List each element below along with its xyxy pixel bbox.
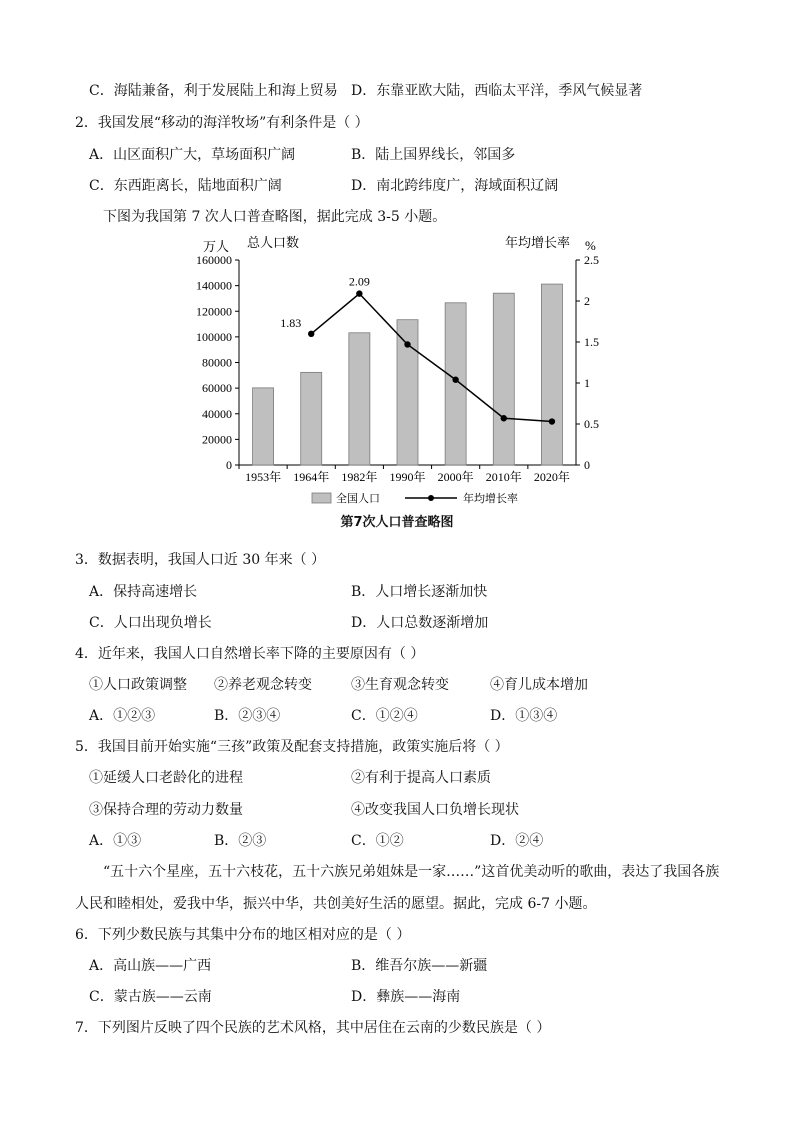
legend-bar-label: 全国人口 [336,492,380,505]
q6-option-b: B．维吾尔族——新疆 [351,958,488,974]
q4-option-c: C．①②④ [351,708,418,724]
q5-option-b: B．②③ [214,833,267,849]
q6-option-c: C．蒙古族——云南 [89,989,212,1005]
q3-option-d: D．人口总数逐渐增加 [351,615,489,631]
legend-line-marker [428,495,434,501]
chart-svg [195,233,605,518]
q4-statement-4: ④育儿成本增加 [490,677,588,693]
x-tick-label: 1982年 [341,470,378,484]
q6-option-a: A．高山族——广西 [89,958,212,974]
q5-statement-1: ①延缓人口老龄化的进程 [89,770,243,786]
q5-statement-3: ③保持合理的劳动力数量 [89,802,243,818]
right-tick-label: 1.5 [584,335,599,349]
q4-option-b: B．②③④ [214,708,281,724]
left-tick-label: 160000 [196,253,232,267]
x-tick-label: 2000年 [437,470,474,484]
q4-option-d: D．①③④ [490,708,558,724]
x-tick-label: 2010年 [485,470,522,484]
intro-6-7-line-2: 人民和睦相处，爱我中华，振兴中华，共创美好生活的愿望。据此，完成 6-7 小题。 [75,896,597,912]
bar-1953年 [253,388,274,465]
intro-6-7-line-1: “五十六个星座，五十六枝花，五十六族兄弟姐妹是一家……”这首优美动听的歌曲，表达了我国各族 [103,864,720,880]
question-3: 3．数据表明，我国人口近 30 年来（ ） [75,552,326,568]
left-tick-label: 20000 [202,432,232,447]
q1-option-d: D．东靠亚欧大陆，西临太平洋，季风气候显著 [351,83,643,99]
left-tick-label: 120000 [196,304,232,319]
right-axis-unit: % [585,238,596,253]
growth-point-1964年 [308,331,314,337]
q2-option-c: C．东西距离长，陆地面积广阔 [89,178,282,194]
growth-point-1982年 [356,290,362,296]
question-6: 6．下列少数民族与其集中分布的地区相对应的是（ ） [75,927,411,943]
q5-option-c: C．①② [351,833,404,849]
q5-statement-2: ②有利于提高人口素质 [351,770,491,786]
q6-option-d: D．彝族——海南 [351,989,461,1005]
q4-statement-2: ②养老观念转变 [214,677,312,693]
x-tick-label: 1964年 [293,470,330,484]
q2-option-d: D．南北跨纬度广，海域面积辽阔 [351,178,559,194]
right-tick-label: 0.5 [584,417,599,431]
q2-option-b: B．陆上国界线长，邻国多 [351,147,516,163]
left-axis-unit: 万人 [203,240,230,255]
legend-bar-swatch [312,493,331,503]
x-tick-label: 1990年 [389,470,426,484]
left-tick-label: 100000 [196,329,232,344]
right-tick-label: 1 [584,376,590,390]
left-tick-label: 80000 [202,355,232,370]
q2-option-a: A．山区面积广大，草场面积广阔 [89,147,296,163]
q3-option-a: A．保持高速增长 [89,584,198,600]
question-2: 2．我国发展“移动的海洋牧场”有利条件是（ ） [75,115,369,131]
population-census-chart [195,233,605,518]
right-tick-label: 2.5 [584,253,599,267]
right-tick-label: 0 [584,458,590,472]
question-4: 4．近年来，我国人口自然增长率下降的主要原因有（ ） [75,646,425,662]
bar-1982年 [349,333,370,465]
q3-option-c: C．人口出现负增长 [89,615,212,631]
q5-option-d: D．②④ [490,833,544,849]
growth-point-2000年 [452,377,458,383]
growth-point-2010年 [501,415,507,421]
bar-2000年 [445,303,466,465]
q5-option-a: A．①③ [89,833,142,849]
growth-rate-line [311,294,552,422]
left-axis-label: 总人口数 [247,236,300,251]
data-label-1982年: 2.09 [348,274,370,289]
q5-statement-4: ④改变我国人口负增长现状 [351,802,519,818]
chart-line [308,290,555,424]
q3-option-b: B．人口增长逐渐加快 [351,584,488,600]
q4-statement-3: ③生育观念转变 [351,677,449,693]
left-tick-label: 0 [226,458,232,472]
q1-option-c: C．海陆兼备，利于发展陆上和海上贸易 [89,83,338,99]
question-5: 5．我国目前开始实施“三孩”政策及配套支持措施，政策实施后将（ ） [75,739,509,755]
x-tick-label: 1953年 [245,470,282,484]
q4-option-a: A．①②③ [89,708,156,724]
data-label-1964年: 1.83 [280,315,302,330]
legend-line-label: 年均增长率 [463,492,518,505]
growth-point-1990年 [404,341,410,347]
left-tick-label: 140000 [196,278,232,293]
bar-2020年 [541,284,562,465]
intro-3-5: 下图为我国第 7 次人口普查略图，据此完成 3-5 小题。 [103,209,447,225]
left-tick-label: 40000 [202,406,232,421]
left-tick-label: 60000 [202,381,232,396]
right-axis-label: 年均增长率 [504,236,570,251]
x-tick-label: 2020年 [533,470,570,484]
growth-point-2020年 [549,418,555,424]
q4-statement-1: ①人口政策调整 [89,677,187,693]
question-7: 7．下列图片反映了四个民族的艺术风格，其中居住在云南的少数民族是（ ） [75,1020,551,1036]
chart-title: 第7次人口普查略图 [340,515,454,530]
bar-2010年 [493,293,514,465]
right-tick-label: 2 [584,294,590,308]
bar-1964年 [301,372,322,465]
chart-bars [253,284,563,465]
